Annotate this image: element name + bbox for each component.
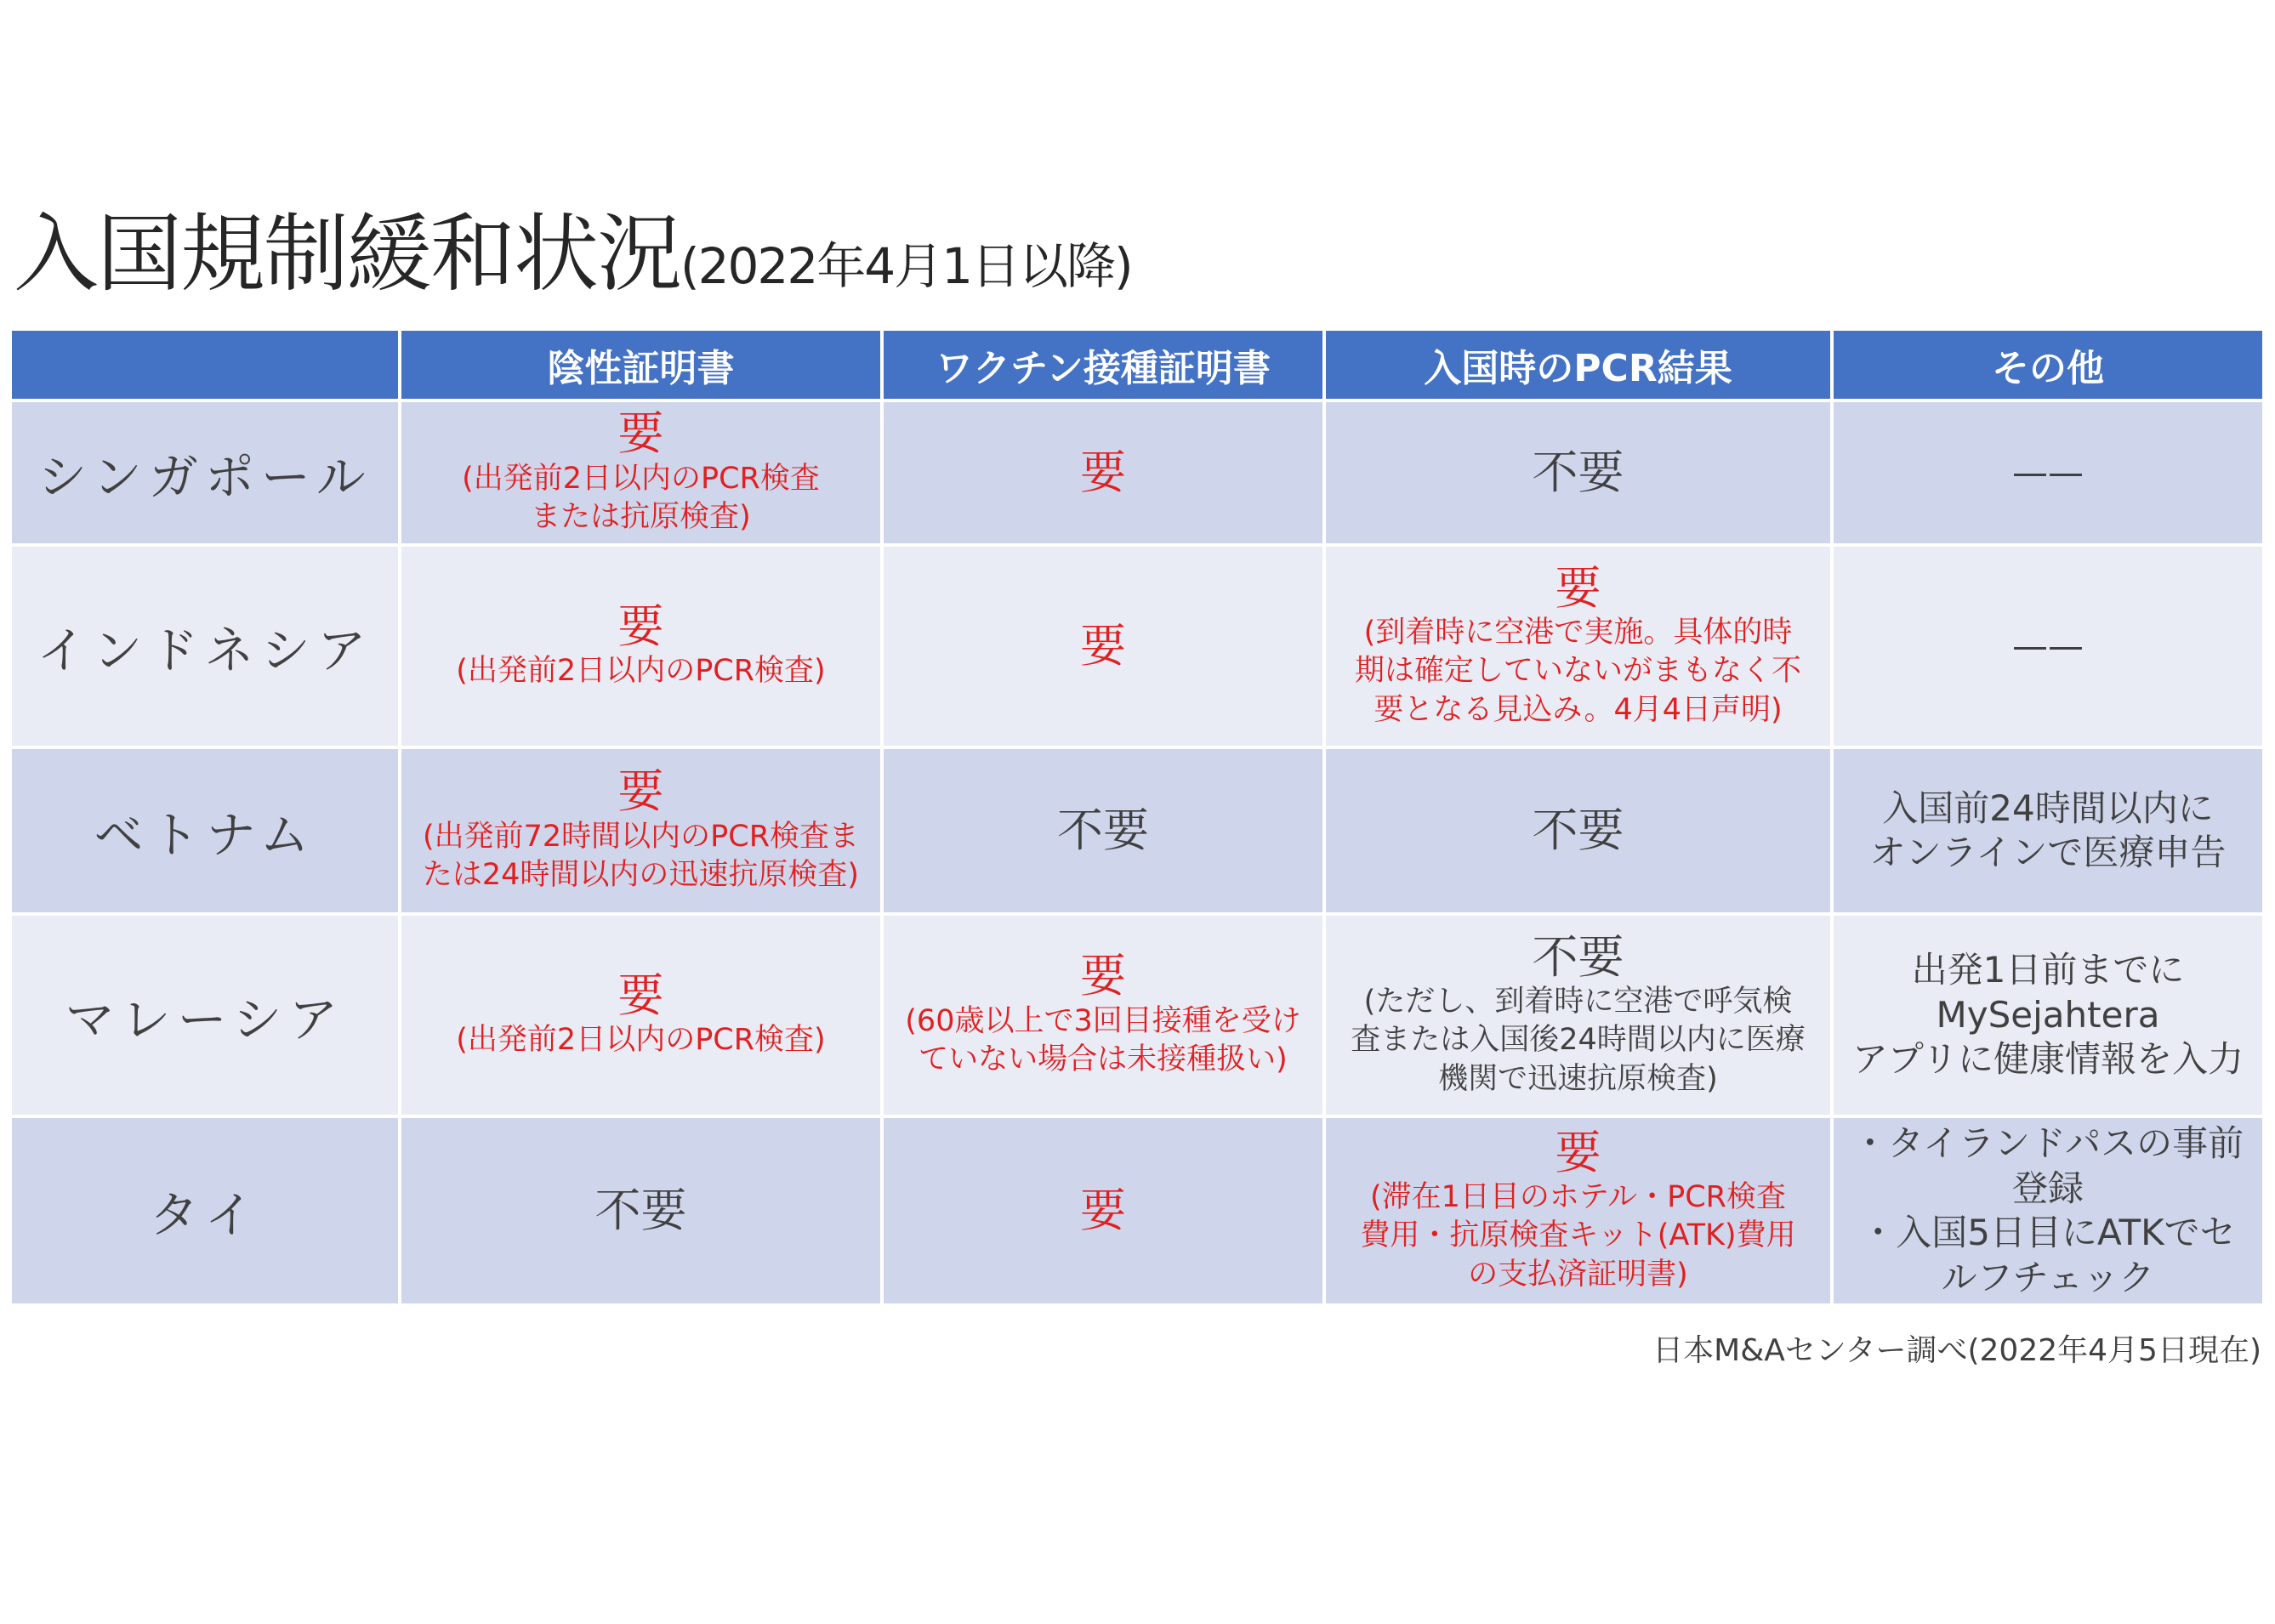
header-other: その他	[1832, 329, 2264, 400]
other-text: 出発1日前までに MySejahtera アプリに健康情報を入力	[1851, 949, 2244, 1081]
negative-cert-cell	[400, 400, 882, 545]
country-cell: ベトナム	[10, 747, 400, 914]
title-main: 入国規制緩和状況	[14, 204, 680, 304]
negative-cert-cell	[400, 747, 882, 914]
country-cell: インドネシア	[10, 545, 400, 747]
negative-cert-value: 要	[617, 968, 664, 1023]
page-title	[14, 185, 1132, 308]
entry-restrictions-table	[9, 327, 2266, 1307]
vaccine-cert-cell	[882, 400, 1324, 545]
entry-restrictions-table-wrap	[9, 327, 2262, 1307]
negative-cert-cell	[400, 914, 882, 1116]
vaccine-cert-value: 要	[1080, 618, 1126, 673]
negative-cert-value: 要	[617, 599, 664, 654]
title-subtitle: (2022年4月1日以降)	[680, 237, 1132, 295]
pcr-on-entry-value: 不要	[1532, 803, 1624, 857]
vaccine-cert-value: 要	[1080, 949, 1126, 1003]
pcr-on-entry-value: 要	[1555, 560, 1601, 615]
other-text: ——	[2012, 624, 2084, 667]
header-country	[10, 329, 400, 400]
header-pcr-on-entry: 入国時のPCR結果	[1324, 329, 1832, 400]
other-text: 入国前24時間以内に オンラインで医療申告	[1869, 786, 2227, 873]
pcr-on-entry-note: (到着時に空港で実施。具体的時 期は確定していないがまもなく不 要となる見込み。4月4日声明)	[1354, 615, 1801, 727]
vaccine-cert-cell	[882, 914, 1324, 1116]
vaccine-cert-cell	[882, 747, 1324, 914]
pcr-on-entry-cell	[1324, 914, 1832, 1116]
negative-cert-value: 不要	[594, 1183, 687, 1237]
other-cell	[1832, 1116, 2264, 1305]
table-row	[10, 1116, 2264, 1305]
pcr-on-entry-value: 要	[1555, 1125, 1601, 1179]
header-vaccine-cert: ワクチン接種証明書	[882, 329, 1324, 400]
negative-cert-value: 要	[617, 764, 664, 819]
negative-cert-cell	[400, 1116, 882, 1305]
negative-cert-note: (出発前2日以内のPCR検査 または抗原検査)	[462, 461, 820, 535]
negative-cert-note: (出発前2日以内のPCR検査)	[456, 1023, 826, 1058]
pcr-on-entry-value: 不要	[1532, 445, 1624, 499]
other-text: ・タイランドパスの事前 登録 ・入国5日目にATKでセ ルフチェック	[1851, 1122, 2244, 1298]
negative-cert-cell	[400, 545, 882, 747]
negative-cert-note: (出発前72時間以内のPCR検査ま たは24時間以内の迅速抗原検査)	[422, 819, 860, 893]
pcr-on-entry-value: 不要	[1532, 929, 1624, 984]
pcr-on-entry-note: (ただし、到着時に空港で呼気検 査または入国後24時間以内に医療 機関で迅速抗原検査)	[1351, 984, 1806, 1096]
vaccine-cert-value: 要	[1080, 445, 1126, 499]
other-cell	[1832, 545, 2264, 747]
vaccine-cert-value: 要	[1080, 1183, 1126, 1237]
other-cell	[1832, 400, 2264, 545]
table-row	[10, 400, 2264, 545]
country-cell: マレーシア	[10, 914, 400, 1116]
country-cell: シンガポール	[10, 400, 400, 545]
header-negative-cert: 陰性証明書	[400, 329, 882, 400]
other-text: ——	[2012, 451, 2084, 493]
vaccine-cert-cell	[882, 545, 1324, 747]
negative-cert-note: (出発前2日以内のPCR検査)	[456, 654, 826, 689]
vaccine-cert-cell	[882, 1116, 1324, 1305]
table-row	[10, 747, 2264, 914]
vaccine-cert-value: 不要	[1057, 803, 1149, 857]
source-note: 日本M&Aセンター調べ(2022年4月5日現在)	[1652, 1333, 2261, 1368]
pcr-on-entry-cell	[1324, 400, 1832, 545]
other-cell	[1832, 747, 2264, 914]
table-header-row	[10, 329, 2264, 400]
other-cell	[1832, 914, 2264, 1116]
country-cell: タイ	[10, 1116, 400, 1305]
pcr-on-entry-cell	[1324, 545, 1832, 747]
vaccine-cert-note: (60歳以上で3回目接種を受け ていない場合は未接種扱い)	[905, 1003, 1301, 1077]
table-row	[10, 545, 2264, 747]
pcr-on-entry-cell	[1324, 747, 1832, 914]
table-row	[10, 914, 2264, 1116]
pcr-on-entry-cell	[1324, 1116, 1832, 1305]
negative-cert-value: 要	[617, 406, 664, 461]
pcr-on-entry-note: (滞在1日目のホテル・PCR検査 費用・抗原検査キット(ATK)費用 の支払済証明書)	[1360, 1179, 1796, 1292]
